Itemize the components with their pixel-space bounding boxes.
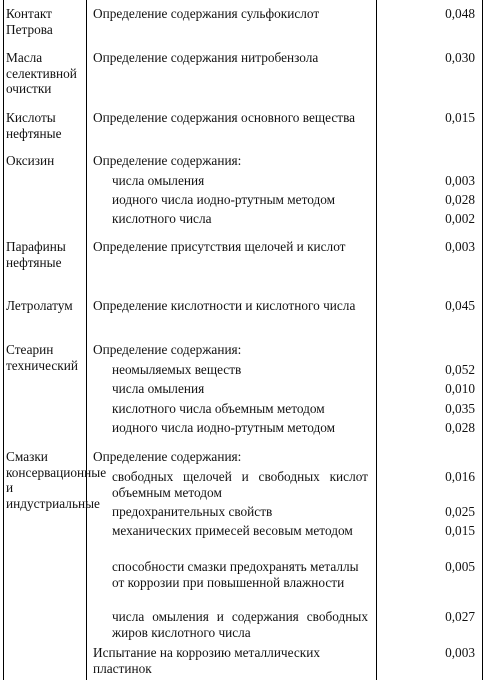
value-cell: 0,003 bbox=[445, 645, 475, 660]
table-border-right bbox=[482, 0, 483, 680]
method-text: Определение содержания сульфокислот bbox=[93, 6, 320, 21]
method-text: Определение кислотности и кислотного числа bbox=[93, 298, 356, 313]
value-cell: 0,005 bbox=[445, 559, 475, 574]
product-name: Смазки консервационные и индустриальные bbox=[6, 449, 107, 511]
method-text: Определение содержания нитробензола bbox=[93, 50, 319, 65]
value-cell: 0,015 bbox=[445, 110, 475, 125]
value-cell: 0,052 bbox=[445, 362, 475, 377]
value-cell: 0,010 bbox=[445, 381, 475, 396]
product-name: Парафины нефтяные bbox=[6, 239, 66, 270]
method-subitem: неомыляемых веществ bbox=[112, 362, 242, 377]
product-name: Оксизин bbox=[6, 153, 55, 168]
method-subitem: свободных щелочей и свободных кислот объемным методом bbox=[112, 469, 368, 500]
method-subitem: способности смазки предохранять металлы от коррозии при повышенной влажности bbox=[112, 559, 359, 590]
value-cell: 0,003 bbox=[445, 173, 475, 188]
value-cell: 0,016 bbox=[445, 469, 475, 484]
value-cell: 0,015 bbox=[445, 523, 475, 538]
method-text: Испытание на коррозию металлических пластинок bbox=[93, 645, 320, 676]
method-subitem: кислотного числа объемным методом bbox=[112, 401, 325, 416]
value-cell: 0,025 bbox=[445, 504, 475, 519]
method-subitem: иодного числа иодно-ртутным методом bbox=[112, 420, 336, 435]
method-subitem: числа омыления bbox=[112, 173, 205, 188]
value-cell: 0,028 bbox=[445, 420, 475, 435]
method-subitem: иодного числа иодно-ртутным методом bbox=[112, 192, 336, 207]
value-cell: 0,045 bbox=[445, 298, 475, 313]
method-text: Определение содержания основного вещества bbox=[93, 110, 356, 125]
value-cell: 0,028 bbox=[445, 192, 475, 207]
product-name: Стеарин технический bbox=[6, 342, 78, 373]
product-name: Кислоты нефтяные bbox=[6, 110, 62, 141]
column-divider-2 bbox=[376, 0, 377, 680]
method-subitem: числа омыления bbox=[112, 381, 205, 396]
product-name: Масла селективной очистки bbox=[6, 50, 77, 96]
table-border-left bbox=[3, 0, 4, 680]
product-name: Контакт Петрова bbox=[6, 6, 53, 37]
value-cell: 0,035 bbox=[445, 401, 475, 416]
value-cell: 0,048 bbox=[445, 6, 475, 21]
method-heading: Определение содержания: bbox=[93, 342, 242, 357]
method-subitem: механических примесей весовым методом bbox=[112, 523, 353, 538]
value-cell: 0,027 bbox=[445, 609, 475, 624]
value-cell: 0,003 bbox=[445, 239, 475, 254]
method-subitem: числа омыления и содержания свободных жиров кислотного числа bbox=[112, 609, 368, 640]
method-subitem: кислотного числа bbox=[112, 211, 212, 226]
product-name: Летролатум bbox=[6, 298, 73, 313]
method-subitem: предохранительных свойств bbox=[112, 504, 273, 519]
method-text: Определение присутствия щелочей и кислот bbox=[93, 239, 346, 254]
value-cell: 0,030 bbox=[445, 50, 475, 65]
method-heading: Определение содержания: bbox=[93, 449, 242, 464]
method-heading: Определение содержания: bbox=[93, 153, 242, 168]
value-cell: 0,002 bbox=[445, 211, 475, 226]
column-divider-1 bbox=[86, 0, 87, 680]
